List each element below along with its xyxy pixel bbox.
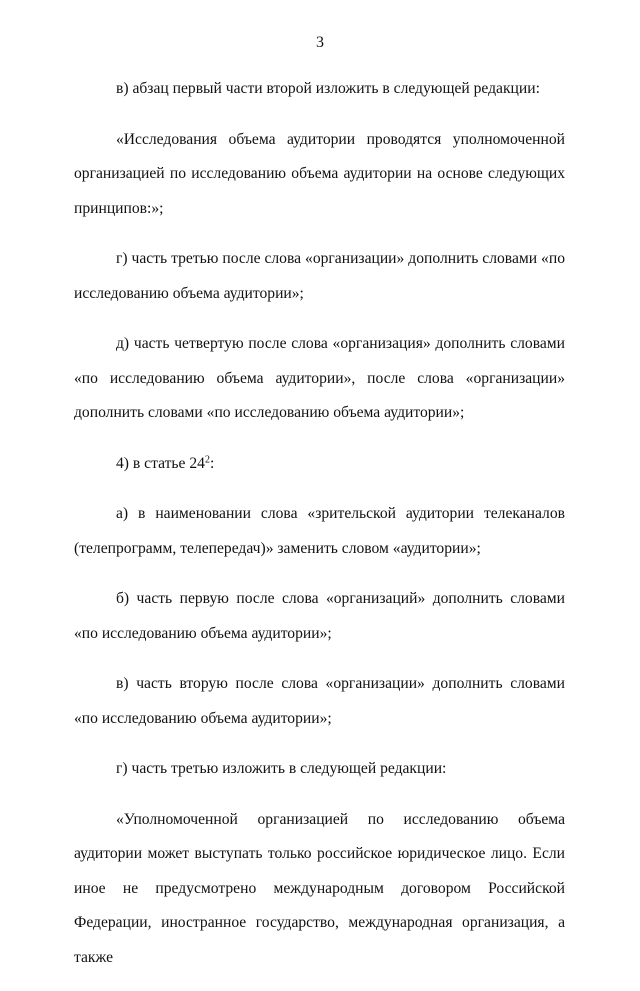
paragraph-v2-amendment: в) часть вторую после слова «организации» дополнить словами «по исследованию объема аудитории»; — [74, 675, 565, 727]
paragraph-quoted-principles: «Исследования объема аудитории проводятся уполномоченной организацией по исследованию объема аудитории на основе следующих принципов:»; — [74, 130, 565, 217]
paragraph-quoted-organization: «Уполномоченной организацией по исследованию объема аудитории может выступать только российское юридическое лицо. Если иное не предусмотрено международным договором Российской Федерации, иностранное государство, международная организация, а также — [74, 810, 565, 966]
article-suffix: : — [209, 454, 215, 472]
paragraph-article-heading — [74, 447, 565, 482]
paragraph-g-amendment: г) часть третью после слова «организации» дополнить словами «по исследованию объема аудитории»; — [74, 250, 565, 302]
paragraph-a-amendment: а) в наименовании слова «зрительской аудитории телеканалов (телепрограмм, телепередач)» заменить словом «аудитории»; — [74, 505, 565, 557]
page-number: 3 — [316, 34, 324, 51]
document-body — [74, 72, 565, 991]
article-prefix: 4) в статье 24 — [116, 454, 205, 472]
paragraph-d-amendment: д) часть четвертую после слова «организация» дополнить словами «по исследованию объема аудитории», после слова «организации» дополнить словами «по исследованию объема аудитории»; — [74, 335, 565, 421]
article-superscript: 2 — [204, 454, 210, 465]
paragraph-v-amendment: в) абзац первый части второй изложить в следующей редакции: — [116, 80, 540, 97]
paragraph-g2-amendment: г) часть третью изложить в следующей редакции: — [116, 760, 447, 777]
paragraph-b-amendment: б) часть первую после слова «организаций» дополнить словами «по исследованию объема аудитории»; — [74, 590, 565, 642]
